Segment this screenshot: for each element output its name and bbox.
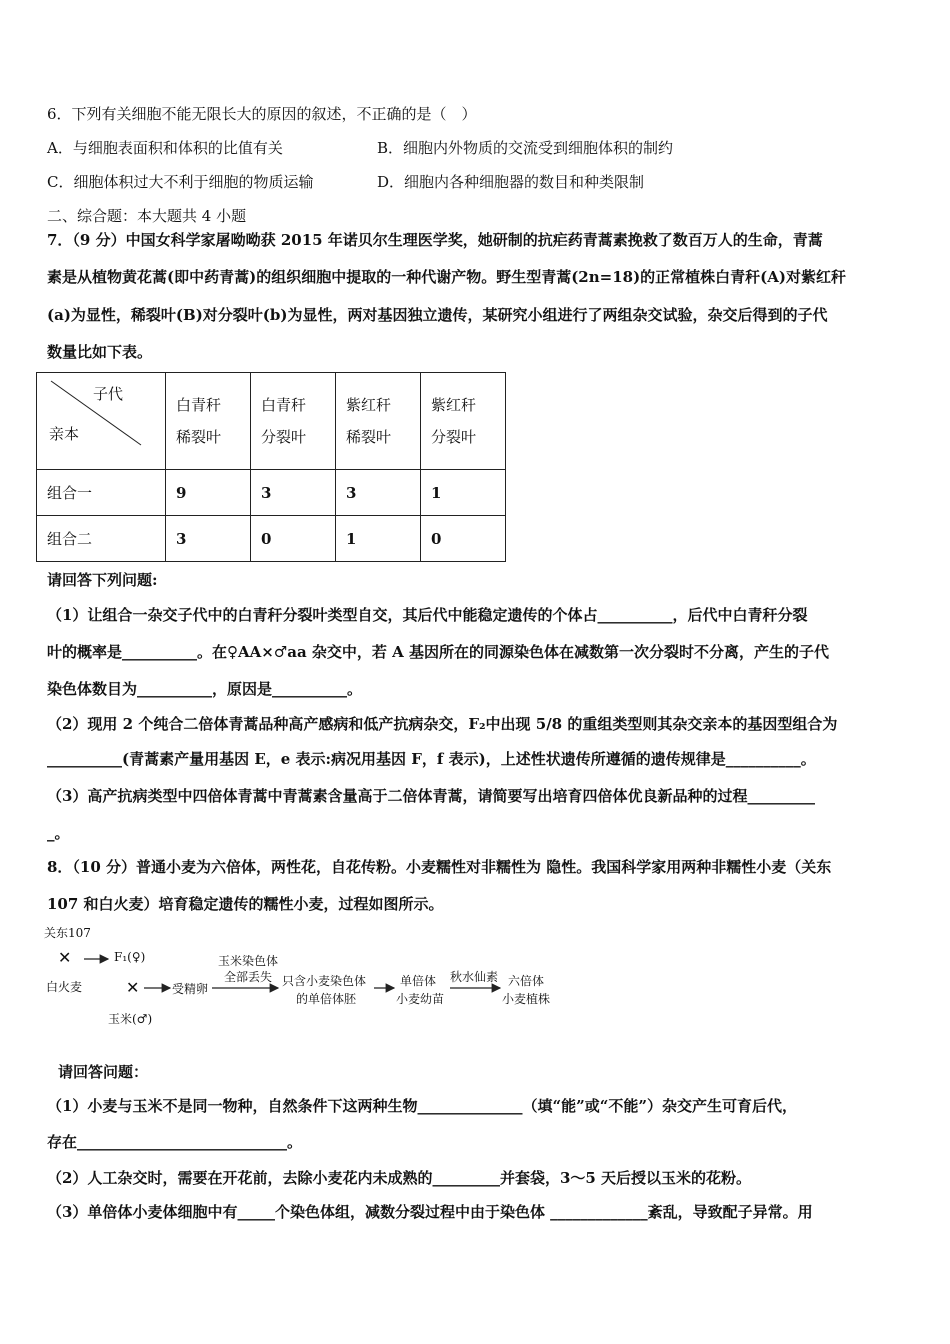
- q8-sub3: （3）单倍体小麦体细胞中有_____个染色体组，减数分裂过程中由于染色体 _____________紊乱，导致配子异常。用: [47, 1203, 813, 1221]
- q6-stem: 6．下列有关细胞不能无限长大的原因的叙述，不正确的是（ ）: [47, 105, 477, 123]
- q8-sub2: （2）人工杂交时，需要在开花前，去除小麦花内未成熟的_________并套袋，3～5 天后授以玉米的花粉。: [47, 1169, 752, 1187]
- header-cell: 白青秆 稀裂叶: [166, 373, 251, 470]
- q7-line-1: 7．（9 分）中国女科学家屠呦呦获 2015 年诺贝尔生理医学奖，她研制的抗疟药青蒿素挽救了数百万人的生命，青蒿: [47, 231, 823, 249]
- header-cell: 紫红秆 稀裂叶: [336, 373, 421, 470]
- zygote: 受精卵: [172, 982, 209, 996]
- table-cell: 3: [166, 516, 251, 562]
- q7-line-4: 数量比如下表。: [47, 343, 153, 361]
- q6-option-b: B．细胞内外物质的交流受到细胞体积的制约: [377, 139, 674, 157]
- cross-symbol: ✕: [58, 948, 72, 967]
- table-row: [37, 516, 506, 562]
- q7-data-table: [36, 372, 506, 562]
- q7-sub2-line-1: （2）现用 2 个纯合二倍体青蒿品种高产感病和低产抗病杂交，F₂中出现 5/8 的重组类型则其杂交亲本的基因型组合为: [47, 715, 838, 733]
- q7-sub1-line-1: （1）让组合一杂交子代中的白青秆分裂叶类型自交，其后代中能稳定遗传的个体占__________，后代中白青秆分裂: [47, 606, 808, 624]
- table-cell: 1: [421, 470, 506, 516]
- plant-line-2: 小麦植株: [502, 992, 551, 1006]
- header-cell: 紫红秆 分裂叶: [421, 373, 506, 470]
- parent-baihuomai: 白火麦: [46, 980, 83, 994]
- q7-sub1-line-3: 染色体数目为__________，原因是__________。: [47, 680, 363, 698]
- q7-sub1-line-2: 叶的概率是__________。在♀AA×♂aa 杂交中，若 A 基因所在的同源染色体在减数第一次分裂时不分离，产生的子代: [47, 643, 830, 661]
- section-heading: 二、综合题：本大题共 4 小题: [47, 207, 247, 225]
- header-cell: 白青秆 分裂叶: [251, 373, 336, 470]
- table-cell: 9: [166, 470, 251, 516]
- corner-offspring-label: 子代: [93, 385, 124, 403]
- q7-prompt: 请回答下列问题:: [47, 571, 158, 589]
- q8-sub1-line-1: （1）小麦与玉米不是同一物种，自然条件下这两种生物______________（填“能”或“不能”）杂交产生可育后代，: [47, 1097, 797, 1115]
- breeding-flow-diagram: [40, 922, 570, 1032]
- corn-male: 玉米(♂): [108, 1012, 153, 1026]
- table-cell: 3: [251, 470, 336, 516]
- q8-prompt: 请回答问题：: [58, 1063, 149, 1081]
- seedling-line-2: 小麦幼苗: [396, 992, 445, 1006]
- cross-symbol: ✕: [126, 978, 140, 997]
- q7-line-3: (a)为显性，稀裂叶(B)对分裂叶(b)为显性，两对基因独立遗传，某研究小组进行了两组杂交试验，杂交后得到的子代: [47, 306, 828, 324]
- table-cell: 0: [251, 516, 336, 562]
- q7-sub3-line-2: _。: [47, 824, 70, 842]
- q7-sub3-line-1: （3）高产抗病类型中四倍体青蒿中青蒿素含量高于二倍体青蒿，请简要写出培育四倍体优良新品种的过程_________: [47, 787, 815, 805]
- q7-line-2: 素是从植物黄花蒿(即中药青蒿)的组织细胞中提取的一种代谢产物。野生型青蒿(2n=18)的正常植株白青秆(A)对紫红秆: [47, 268, 847, 286]
- plant-line-1: 六倍体: [508, 974, 545, 988]
- seedling-line-1: 单倍体: [400, 974, 437, 988]
- corner-parent-label: 亲本: [49, 425, 80, 443]
- embryo-line-2: 的单倍体胚: [296, 992, 357, 1006]
- q8-line-1: 8．（10 分）普通小麦为六倍体，两性花，自花传粉。小麦糯性对非糯性为 隐性。我国科学家用两种非糯性小麦（关东: [47, 858, 832, 876]
- step-label-corn-chromosome: 玉米染色体: [218, 954, 279, 968]
- q6-option-d: D．细胞内各种细胞器的数目和种类限制: [377, 173, 645, 191]
- q7-sub2-line-2: __________(青蒿素产量用基因 E，e 表示:病况用基因 F，f 表示)，上述性状遗传所遵循的遗传规律是__________。: [47, 750, 816, 768]
- table-corner-cell: [37, 373, 166, 470]
- parent-guandong107: 关东107: [44, 926, 91, 940]
- table-cell: 0: [421, 516, 506, 562]
- q8-line-2: 107 和白火麦）培育稳定遗传的糯性小麦，过程如图所示。: [47, 895, 444, 913]
- table-cell: 1: [336, 516, 421, 562]
- table-cell: 3: [336, 470, 421, 516]
- q6-option-c: C．细胞体积过大不利于细胞的物质运输: [47, 173, 314, 191]
- table-row: [37, 470, 506, 516]
- step-label-all-lost: 全部丢失: [224, 970, 273, 984]
- row-label: 组合二: [37, 516, 166, 562]
- f1-female: F₁(♀): [114, 950, 146, 964]
- embryo-line-1: 只含小麦染色体: [282, 974, 367, 988]
- row-label: 组合一: [37, 470, 166, 516]
- step-label-colchicine: 秋水仙素: [450, 970, 499, 984]
- q8-sub1-line-2: 存在____________________________。: [47, 1133, 303, 1151]
- q6-option-a: A．与细胞表面积和体积的比值有关: [47, 139, 283, 157]
